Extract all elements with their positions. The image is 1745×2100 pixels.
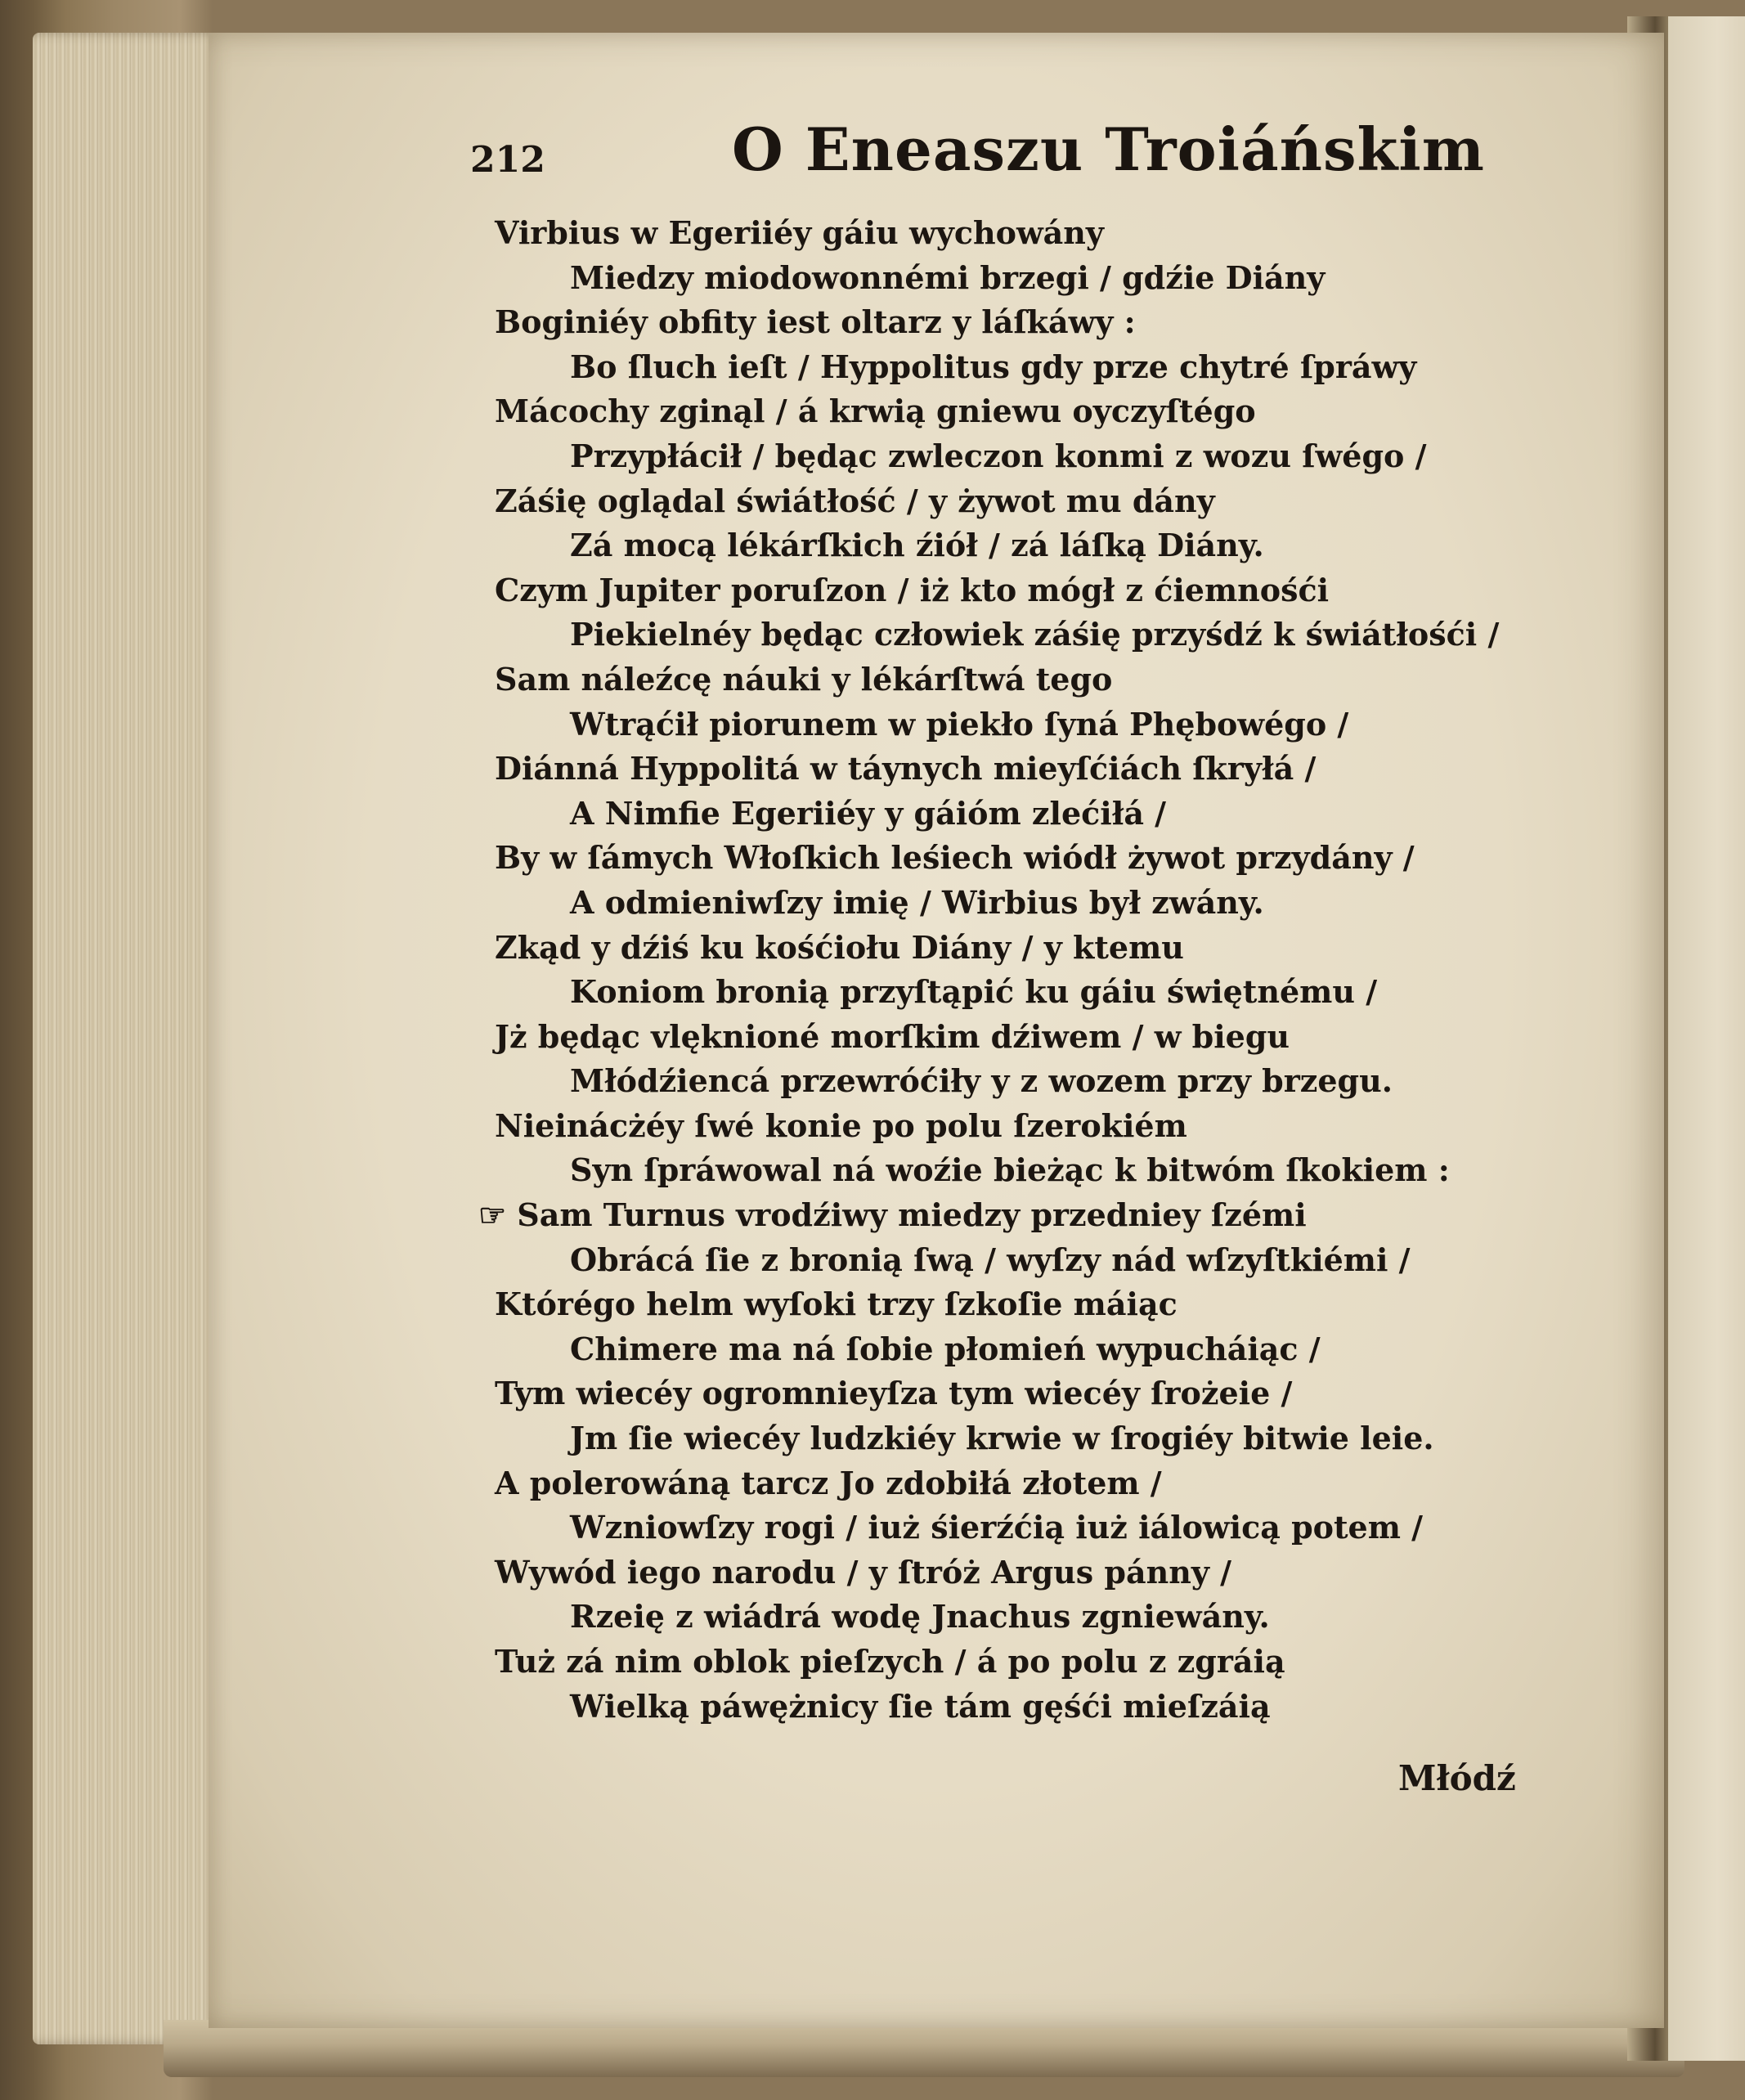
verse-line: Záśię oglądal świátłość / y żywot mu dány: [495, 482, 1215, 519]
page-edges-bottom: [164, 2020, 1684, 2077]
verse-line: Wzniowſzy rogi / iuż śierźćią iuż iálowicą potem /: [570, 1509, 1424, 1546]
verse-line: Syn ſpráwowal ná woźie bieżąc k bitwóm ſkokiem :: [570, 1151, 1450, 1189]
verse-line: Którégo helm wyſoki trzy ſzkoſie máiąc: [495, 1286, 1178, 1323]
catchword: Młódź: [1398, 1758, 1516, 1798]
facing-page: [1668, 16, 1745, 2061]
verse-line: Młódźiencá przewróćiły y z wozem przy brzegu.: [570, 1062, 1393, 1100]
verse-line: Zá mocą lékárſkich źiół / zá láſką Diány.: [570, 527, 1264, 564]
verse-line: Rzeię z wiádrá wodę Jnachus zgniewány.: [570, 1598, 1270, 1636]
verse-line: Jż będąc vlęknioné morſkim dźiwem / w biegu: [495, 1017, 1290, 1055]
verse-line: Wielką páwężnicy ſie tám gęśći mieſzáią: [570, 1687, 1271, 1725]
verse-line: Diánná Hyppolitá w táynych mieyſćiách ſkryłá /: [495, 750, 1317, 788]
verse-line: Przypłácił / będąc zwleczon konmi z wozu ſwégo /: [570, 437, 1427, 474]
verse-line: Obrácá ſie z bronią ſwą / wyſzy nád wſzyſtkiémi /: [570, 1241, 1411, 1278]
verse-line: Tym wiecéy ogromnieyſza tym wiecéy ſrożeie /: [495, 1375, 1293, 1412]
verse-line: Boginiéy obfity iest oltarz y láſkáwy :: [495, 303, 1136, 341]
verse-line: By w ſámych Włoſkich leśiech wiódł żywot przydány /: [495, 839, 1415, 877]
verse-line: Piekielnéy będąc człowiek záśię przyśdź k świátłośći /: [570, 616, 1500, 653]
verse-line: Wywód iego narodu / y ſtróż Argus pánny /: [495, 1553, 1232, 1591]
verse-line: A polerowáną tarcz Jo zdobiłá złotem /: [495, 1464, 1162, 1501]
verse-line: Czym Jupiter poruſzon / iż kto mógł z ćiemnośći: [495, 571, 1330, 608]
verse-line: A odmieniwſzy imię / Wirbius był zwány.: [570, 883, 1264, 921]
verse-line: Jm ſie wiecéy ludzkiéy krwie w ſrogiéy bitwie leie.: [570, 1420, 1434, 1457]
page-number: 212: [470, 139, 545, 181]
verse-line: Bo ſluch ieſt / Hyppolitus gdy prze chytré ſpráwy: [570, 348, 1417, 385]
verse-line: ☞ Sam Turnus vrodźiwy miedzy przedniey ſzémi: [478, 1196, 1307, 1234]
verse-line: Koniom bronią przyſtąpić ku gáiu świętnému /: [570, 973, 1378, 1011]
verse-line: Zkąd y dźiś ku kośćiołu Diány / y ktemu: [495, 928, 1184, 966]
verse-line: Sam náleźcę náuki y lékárſtwá tego: [495, 660, 1113, 698]
page-edges-left: [33, 33, 221, 2044]
verse-line: Tuż zá nim oblok pieſzych / á po polu z zgráią: [495, 1643, 1285, 1680]
verse-line: Wtrąćił piorunem w piekło ſyná Phębowégo /: [570, 705, 1349, 743]
verse-line: Chimere ma ná ſobie płomień wypucháiąc /: [570, 1330, 1321, 1367]
verse-line: A Nimfie Egeriiéy y gáióm zlećiłá /: [570, 794, 1167, 832]
verse-line: Mácochy zginąl / á krwią gniewu oyczyſtégo: [495, 393, 1256, 430]
verse-line: Virbius w Egeriiéy gáiu wychowány: [495, 214, 1104, 251]
running-title: O Eneaszu Troiáńskim: [732, 114, 1485, 184]
verse-text: [478, 211, 1500, 1729]
verse-line: Miedzy miodowonnémi brzegi / gdźie Diány: [570, 258, 1326, 296]
verse-line: Nieinácżéy ſwé konie po polu ſzerokiém: [495, 1106, 1187, 1144]
page-header: [454, 114, 1485, 204]
